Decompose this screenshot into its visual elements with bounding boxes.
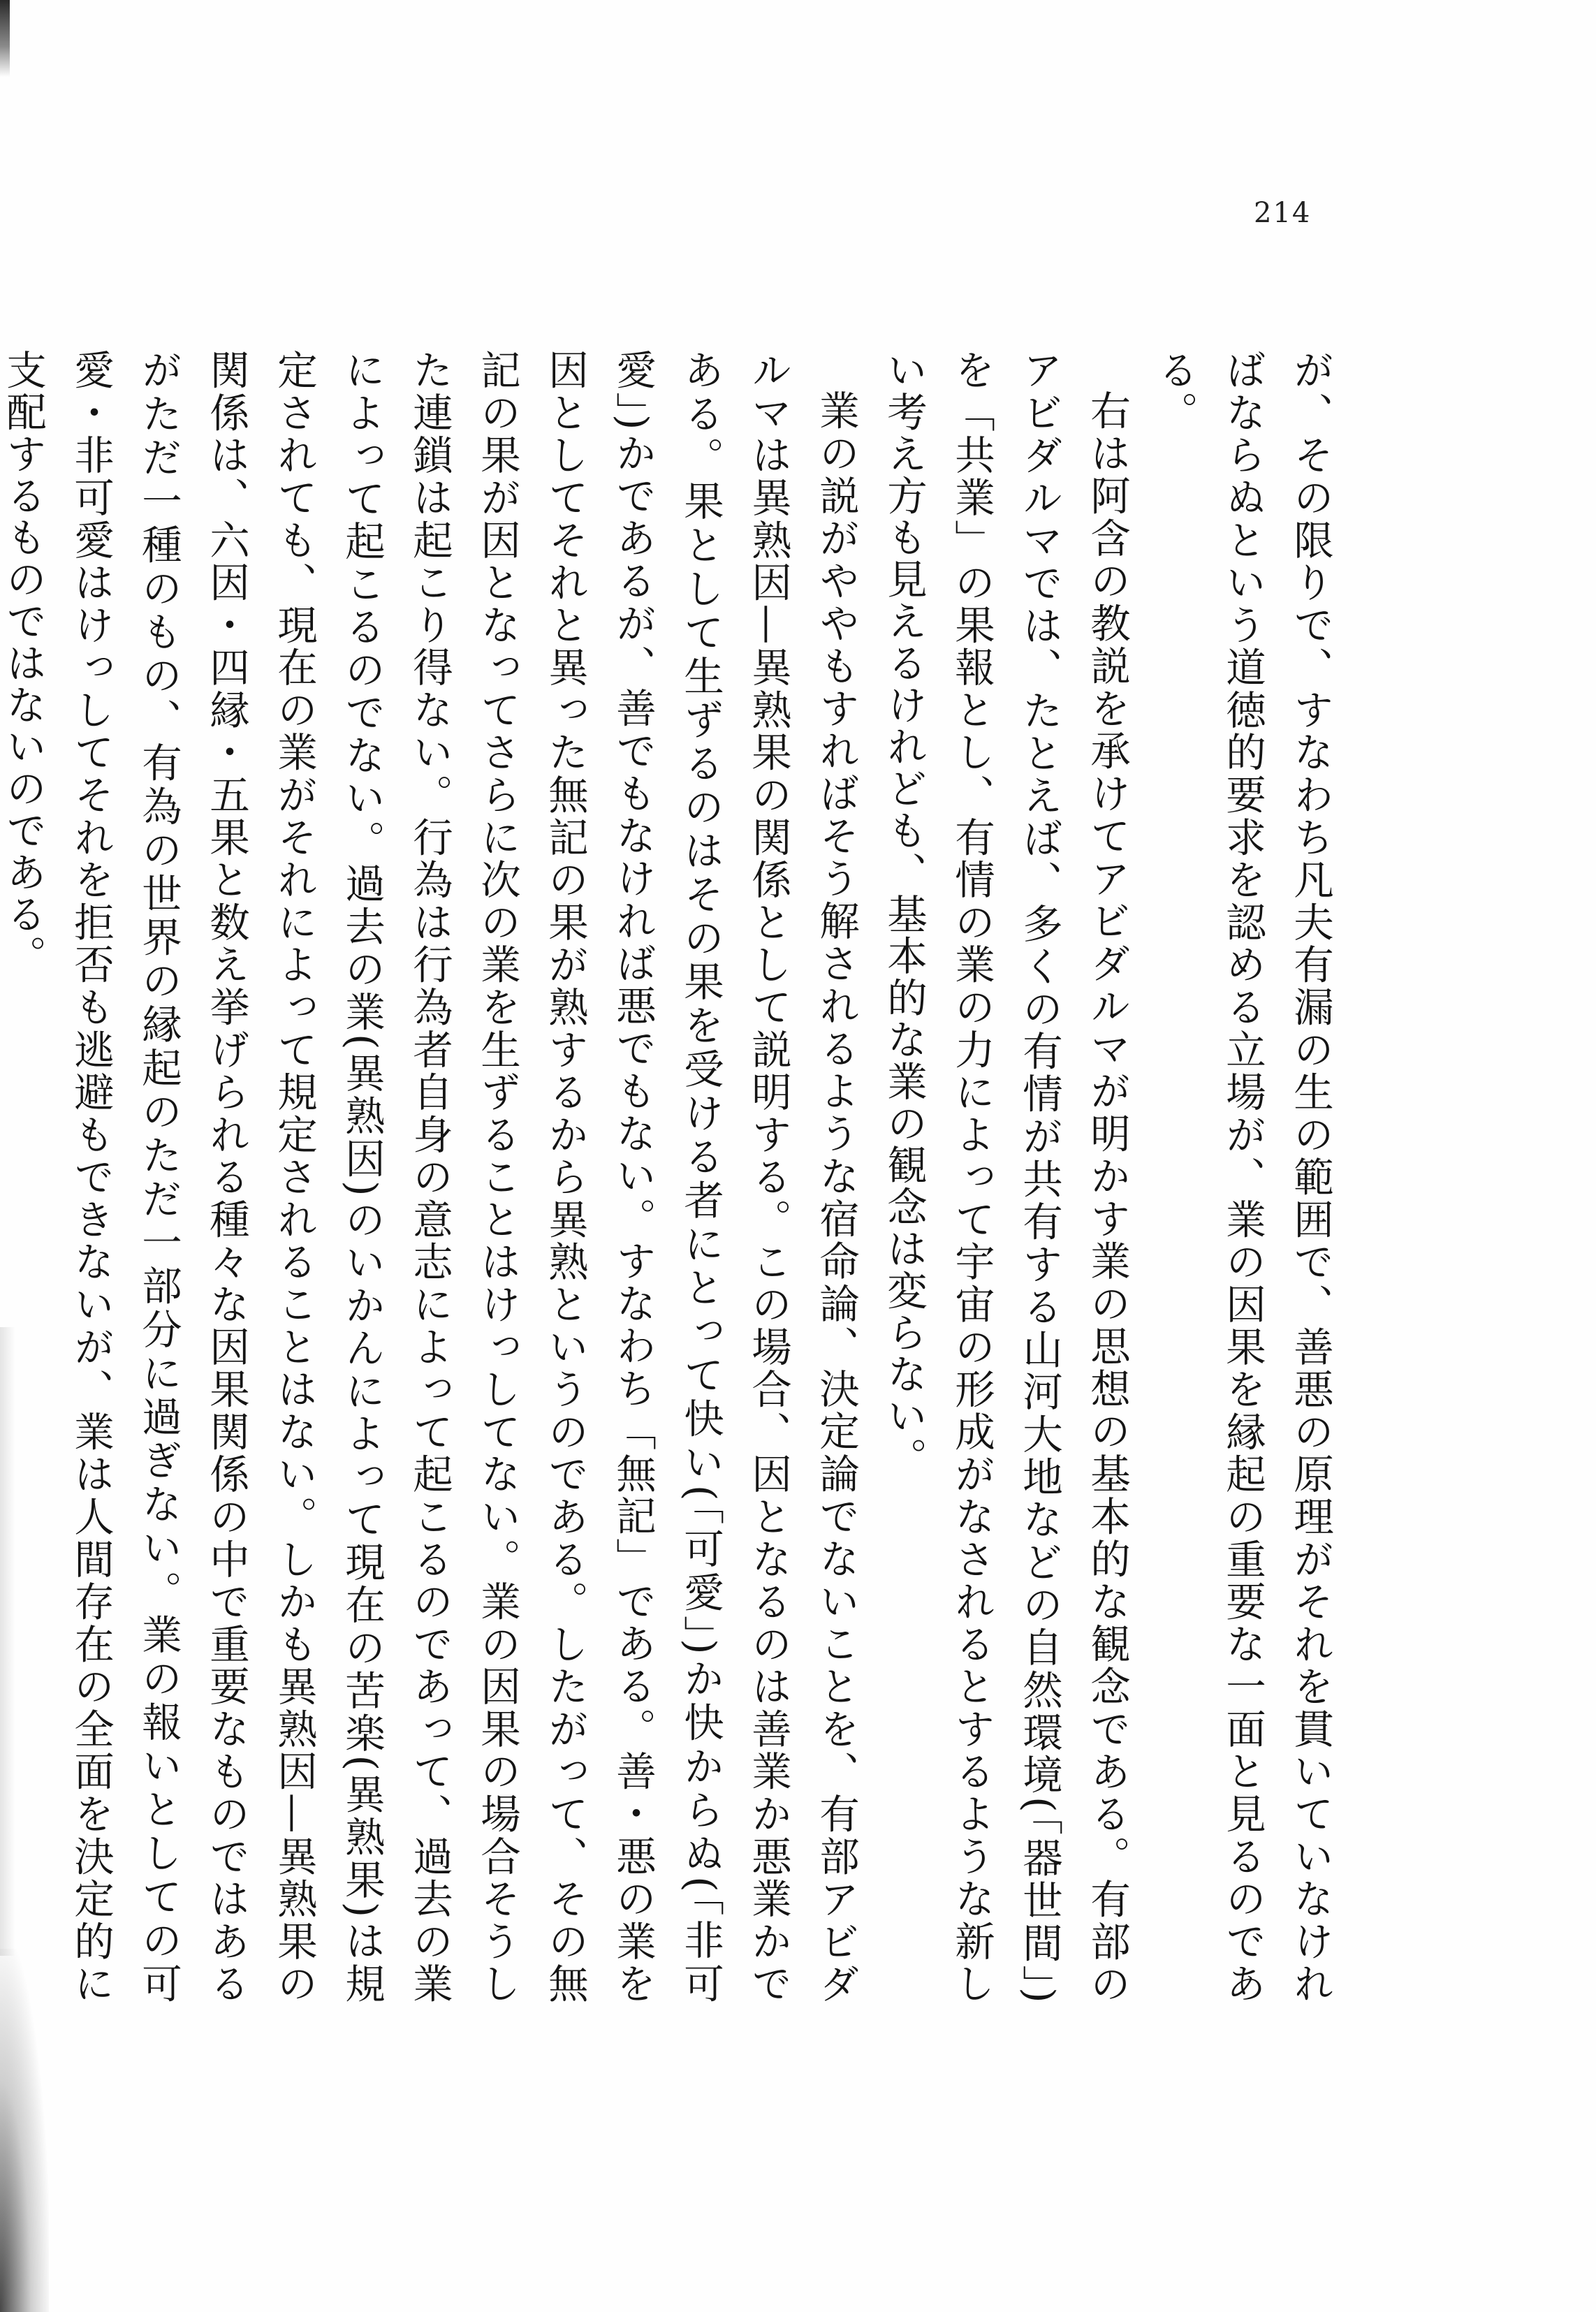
paragraph-3: 業の説がややもすればそう解されるような宿命論、決定論でないことを、有部アビダルマは異熟因—異熟果の関係として説明する。この場合、因となるのは善業か悪業かである。果として生ずるのはその果を受ける者にとって快い(「可愛」)か快からぬ(「非可愛」)かであるが、善でもなければ悪でもない。すなわち「無記」である。善・悪の業を因としてそれと異った無記の果が熟するから異熟というのである。したがって、その無記の果が因となってさらに次の業を生ずることはけっしてない。業の因果の場合そうした連鎖は起こり得ない。行為は行為者自身の意志によって起こるのであって、過去の業によって起こるのでない。過去の業(異熟因)のいかんによって現在の苦楽(異熟果)は規定されても、現在の業がそれによって規定されることはない。しかも異熟因—異熟果の関係は、六因・四縁・五果と数え挙げられる種々な因果関係の中で重要なものではあるがただ一種のもの、有為の世界の縁起のただ一部分に過ぎない。業の報いとしての可愛・非可愛はけっしてそれを拒否も逃避もできないが、業は人間存在の全面を決定的に支配するものではないのである。 — [0, 349, 860, 2005]
vertical-text-body — [0, 349, 1345, 2005]
paragraph-2: 右は阿含の教説を承けてアビダルマが明かす業の思想の基本的な観念である。有部のアビダルマでは、たとえば、多くの有情が共有する山河大地などの自然環境(「器世間」)を「共業」の果報とし、有情の業の力によって宇宙の形成がなされるとするような新しい考え方も見えるけれども、基本的な業の観念は変らない。 — [881, 349, 1131, 2005]
scan-shadow-top — [0, 0, 10, 77]
page-number: 214 — [1254, 197, 1312, 229]
paragraph-1: が、その限りで、すなわち凡夫有漏の生の範囲で、善悪の原理がそれを貫いていなければならぬという道徳的要求を認める立場が、業の因果を縁起の重要な一面と見るのである。 — [1152, 349, 1334, 2005]
